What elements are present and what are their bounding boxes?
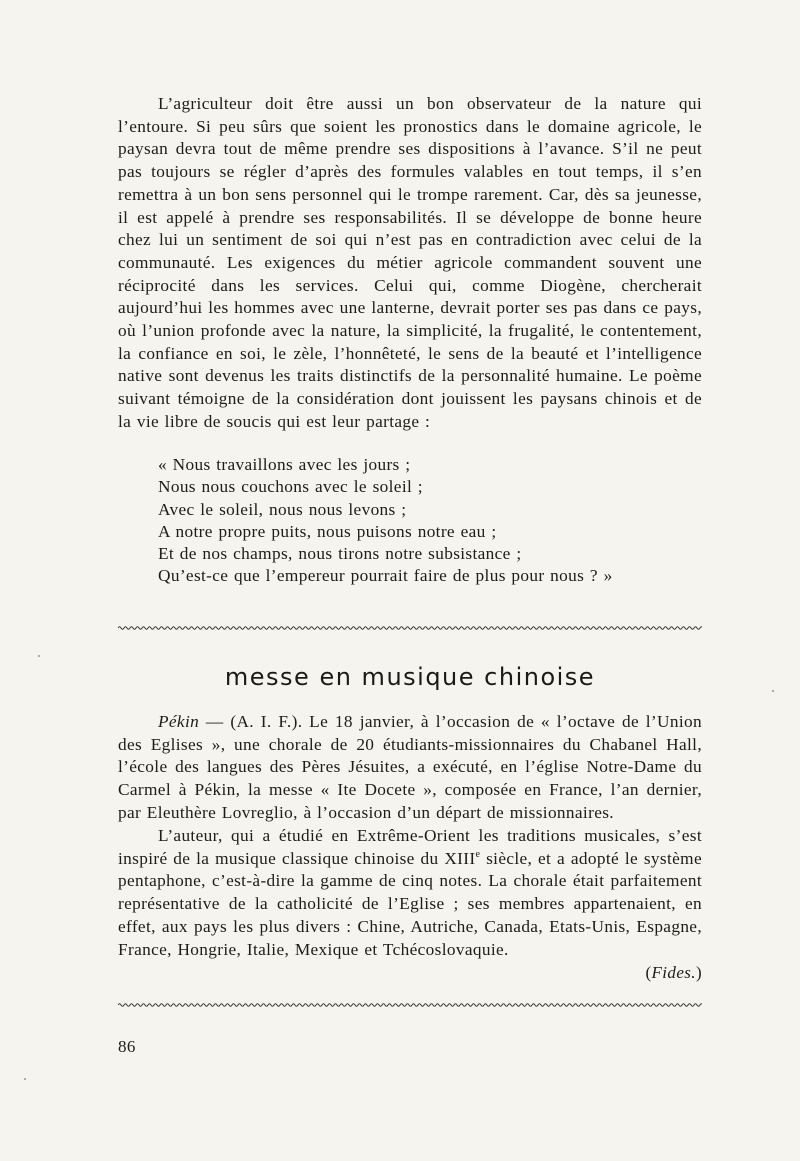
century-superscript: e [475,848,481,860]
article-paragraph-2-text-end: siècle, et a adopté le système pentaphone, c’est-à-dire la gamme de cinq notes. La chorale était parfaitement représentative de la catholicité de l’Eglise ; ses membres appartenaient, en effet, aux pays les plus divers : Chine, Autriche, Canada, Etats-Unis, Espagne, France, Hongrie, Italie, Mexique et Tchécoslovaquie. [118,848,702,959]
paper-speck [24,1078,26,1080]
paper-speck [772,690,774,692]
body-paragraph-agriculture: L’agriculteur doit être aussi un bon observateur de la nature qui l’entoure. Si peu sûrs que soient les pronostics dans le domaine agricole, le paysan devra tout de même prendre ses dispositions à l’avance. S’il ne peut pas toujours se régler d’après des formules valables en tout temps, il s’en remettra à un bon sens personnel qui le trompe rarement. Car, dès sa jeunesse, il est appelé à prendre ses responsabilités. Il se développe de bonne heure chez lui un sentiment de soi qui n’est pas en contradiction avec celui de la communauté. Les exigences du métier agricole commandent souvent une réciprocité dans les services. Celui qui, comme Diogène, chercherait aujourd’hui les hommes avec une lanterne, devrait porter ses pas dans ce pays, où l’union profonde avec la nature, la simplicité, la frugalité, le contentement, la confiance en soi, le zèle, l’honnêteté, le sens de la beauté et l’intelligence native sont devenus les traits distinctifs de la personnalité humaine. Le poème suivant témoigne de la considération dont jouissent les paysans chinois et de la vie libre de soucis qui est leur partage : [118,94,702,431]
paper-speck [38,655,40,657]
source-credit: (Fides.) [645,963,702,982]
poem-line: Nous nous couchons avec le soleil ; [158,477,423,497]
wavy-divider-bottom [118,1001,702,1009]
article-paragraph-2 [118,825,702,961]
dateline: Pékin [158,712,200,731]
article-paragraph-1-text: — (A. I. F.). Le 18 janvier, à l’occasion de « l’octave de l’Union des Eglises », une chorale de 20 étudiants-missionnaires du Chabanel Hall, l’école des langues des Pères Jésuites, a exécuté, en l’église Notre-Dame du Carmel à Pékin, la messe « Ite Docete », composée en France, l’an dernier, par Eleuthère Lovreglio, à l’occasion d’un départ de missionnaires. [118,712,702,822]
source-name: Fides. [651,963,696,982]
wavy-divider-top [118,624,702,632]
poem-quote [158,454,718,588]
poem-line: Et de nos champs, nous tirons notre subsistance ; [158,544,522,564]
poem-line: A notre propre puits, nous puisons notre eau ; [158,521,497,541]
poem-line: Qu’est-ce que l’empereur pourrait faire de plus pour nous ? » [158,566,613,586]
poem-line: « Nous travaillons avec les jours ; [158,455,411,474]
article-heading: messe en musique chinoise [224,663,596,691]
article-paragraph-1 [118,711,702,825]
article-paragraph-2-text: L’auteur, qui a étudié en Extrême-Orient les traditions musicales, s’est inspiré de la musique classique chinoise du XIII [118,826,702,868]
page-number: 86 [118,1037,136,1056]
poem-line: Avec le soleil, nous nous levons ; [158,499,407,519]
